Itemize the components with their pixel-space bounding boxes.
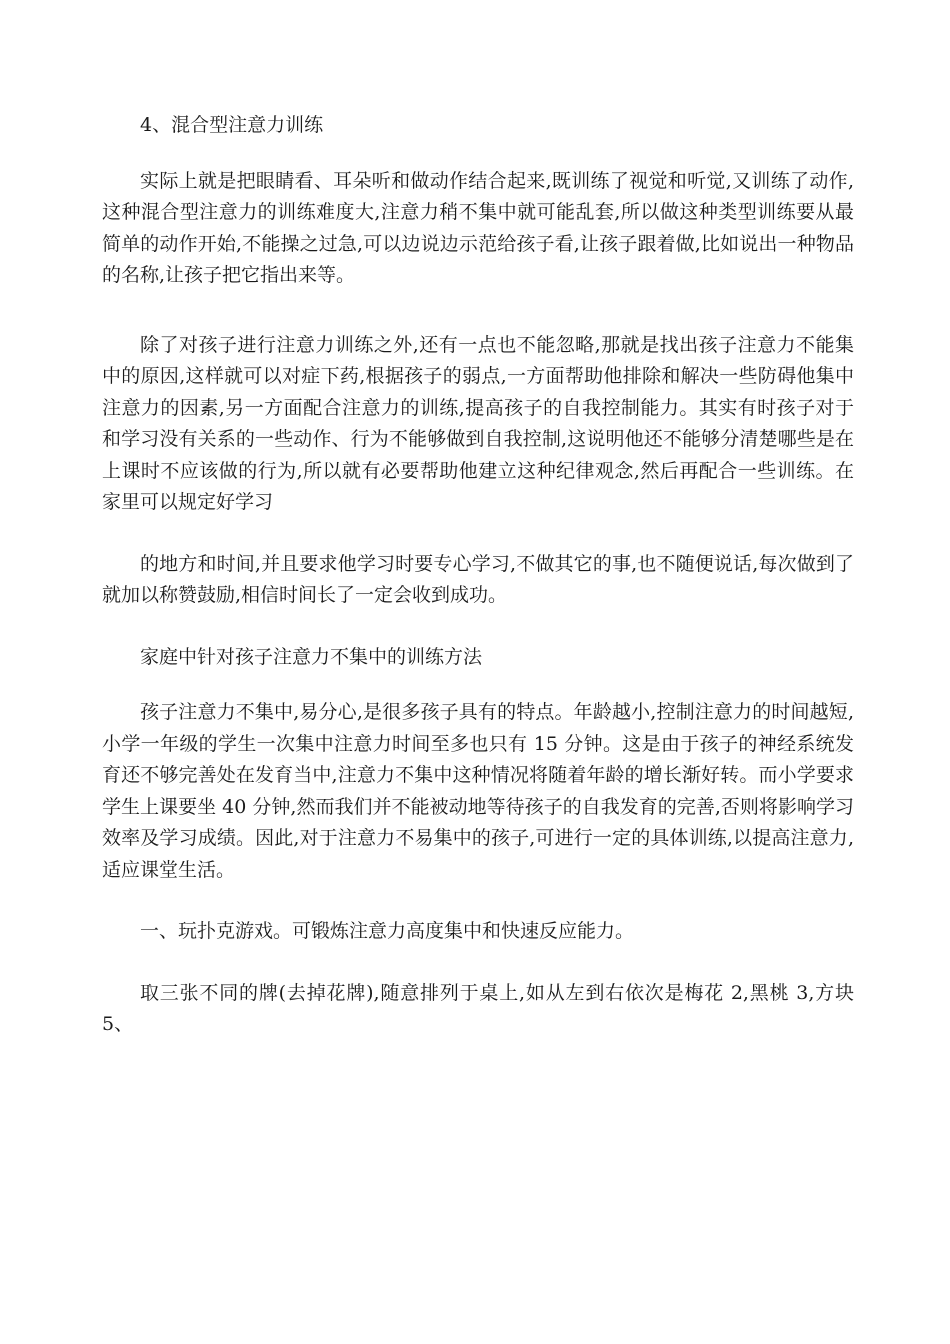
- section-heading-mixed-attention: 4、混合型注意力训练: [140, 114, 324, 136]
- paragraph-poker-instructions: 取三张不同的牌(去掉花牌),随意排列于桌上,如从左到右依次是梅花 2,黑桃 3,方块 5、: [102, 981, 854, 1035]
- paragraph-find-causes: 除了对孩子进行注意力训练之外,还有一点也不能忽略,那就是找出孩子注意力不能集中的原因,这样就可以对症下药,根据孩子的弱点,一方面帮助他排除和解决一些防碍他集中注意力的因素,另一方面配合注意力的训练,提高孩子的自我控制能力。其实有时孩子对于和学习没有关系的一些动作、行为不能够做到自我控制,这说明他还不能够分清楚哪些是在上课时不应该做的行为,所以就有必要帮助他建立这种纪律观念,然后再配合一些训练。在家里可以规定好学习: [102, 333, 854, 513]
- section-heading-family-training: 家庭中针对孩子注意力不集中的训练方法: [140, 645, 483, 668]
- paragraph-attention-span: 孩子注意力不集中,易分心,是很多孩子具有的特点。年龄越小,控制注意力的时间越短,小学一年级的学生一次集中注意力时间至多也只有 15 分钟。这是由于孩子的神经系统发育还不够完善处在发育当中,注意力不集中这种情况将随着年龄的增长渐好转。而小学要求学生上课要坐 40 分钟,然而我们并不能被动地等待孩子的自我发育的完善,否则将影响学习效率及学习成绩。因此,对于注意力不易集中的孩子,可进行一定的具体训练,以提高注意力,适应课堂生活。: [102, 701, 854, 881]
- document-body: [102, 110, 854, 1041]
- paragraph-mixed-training: 实际上就是把眼睛看、耳朵听和做动作结合起来,既训练了视觉和听觉,又训练了动作,这种混合型注意力的训练难度大,注意力稍不集中就可能乱套,所以做这种类型训练要从最简单的动作开始,不能操之过急,可以边说边示范给孩子看,让孩子跟着做,比如说出一种物品的名称,让孩子把它指出来等。: [102, 169, 854, 286]
- section-heading-poker-game: 一、玩扑克游戏。可锻炼注意力高度集中和快速反应能力。: [140, 920, 635, 942]
- paragraph-study-place: 的地方和时间,并且要求他学习时要专心学习,不做其它的事,也不随便说话,每次做到了就加以称赞鼓励,相信时间长了一定会收到成功。: [102, 552, 854, 606]
